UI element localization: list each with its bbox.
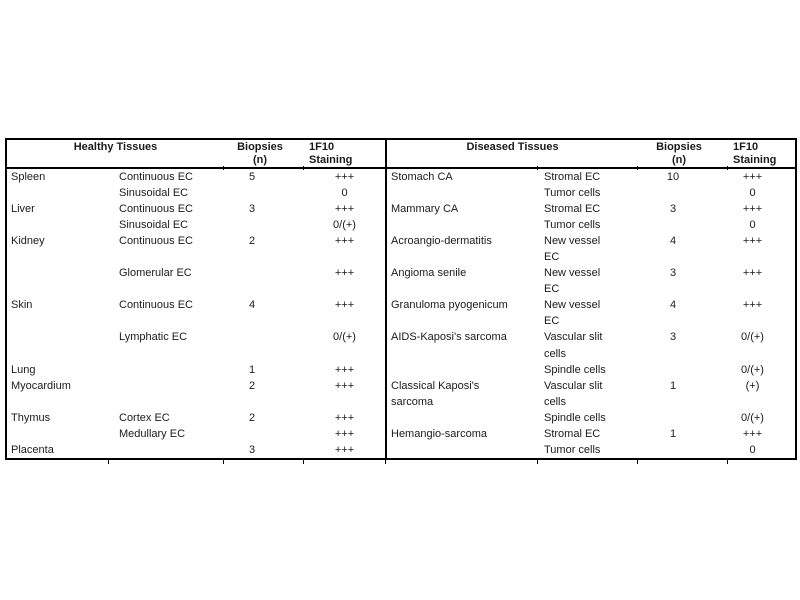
biopsies-count-cell xyxy=(224,185,304,201)
cell-type-cell xyxy=(109,378,224,394)
staining-value-cell: +++ xyxy=(334,363,355,376)
disease-name-cell xyxy=(386,410,538,426)
biopsies-count-cell xyxy=(638,394,728,410)
header-staining-right xyxy=(728,139,796,168)
biopsies-count-cell xyxy=(224,281,304,297)
table-row xyxy=(6,442,796,459)
biopsies-count-cell xyxy=(638,217,728,233)
cell-type-cell xyxy=(109,281,224,297)
cell-type-cell: Cortex EC xyxy=(119,411,170,424)
header-staining-line1: 1F10 xyxy=(309,141,335,153)
tick-mark xyxy=(537,166,538,170)
tick-mark xyxy=(727,459,728,464)
tissue-name-cell xyxy=(6,185,109,201)
table-row xyxy=(6,249,796,265)
cell-type-cell xyxy=(109,346,224,362)
cell-type-cell: Tumor cells xyxy=(544,219,601,232)
staining-value-cell: +++ xyxy=(742,427,763,440)
table-row xyxy=(6,313,796,329)
cell-type-cell: Stromal EC xyxy=(544,171,601,184)
staining-value-cell: 0/(+) xyxy=(741,331,764,344)
staining-value-cell: +++ xyxy=(334,171,355,184)
disease-name-cell xyxy=(386,249,538,265)
cell-type-cell: cells xyxy=(544,347,567,360)
tick-mark xyxy=(223,459,224,464)
header-staining-line2: Staining xyxy=(309,154,353,166)
header-row xyxy=(6,139,796,168)
biopsies-count-cell: 1 xyxy=(669,379,677,392)
header-staining-left xyxy=(304,139,386,168)
table-row xyxy=(6,394,796,410)
cell-type-cell: EC xyxy=(544,315,560,328)
disease-name-cell: Classical Kaposi's xyxy=(386,378,538,394)
table-row xyxy=(6,217,796,233)
disease-name-cell xyxy=(386,281,538,297)
tick-mark xyxy=(727,166,728,170)
table-row xyxy=(6,265,796,281)
disease-name-cell: Acroangio-dermatitis xyxy=(386,233,538,249)
cell-type-cell: Lymphatic EC xyxy=(119,331,188,344)
staining-value-cell xyxy=(728,394,796,410)
staining-value-cell: +++ xyxy=(334,427,355,440)
biopsies-count-cell: 1 xyxy=(248,363,256,376)
table-row xyxy=(6,362,796,378)
biopsies-count-cell: 2 xyxy=(248,235,256,248)
biopsies-count-cell xyxy=(638,185,728,201)
cell-type-cell: Vascular slit xyxy=(544,331,603,344)
staining-value-cell: (+) xyxy=(745,379,760,392)
tick-mark xyxy=(223,166,224,170)
staining-value-cell: +++ xyxy=(742,171,763,184)
header-healthy-tissues xyxy=(6,139,224,168)
disease-name-cell: AIDS-Kaposi's sarcoma xyxy=(386,329,538,345)
table-row xyxy=(6,378,796,394)
biopsies-count-cell: 3 xyxy=(669,331,677,344)
biopsies-count-cell: 2 xyxy=(248,411,256,424)
disease-name-cell: sarcoma xyxy=(386,394,538,410)
staining-value-cell: +++ xyxy=(742,299,763,312)
cell-type-cell: Spindle cells xyxy=(544,411,606,424)
biopsies-count-cell: 4 xyxy=(669,235,677,248)
table-body xyxy=(6,168,796,459)
disease-name-cell xyxy=(386,346,538,362)
staining-value-cell xyxy=(304,313,386,329)
staining-value-cell: 0/(+) xyxy=(333,219,356,232)
disease-name-cell: Hemangio-sarcoma xyxy=(386,426,538,442)
header-diseased-tissues xyxy=(386,139,638,168)
table-row xyxy=(6,168,796,185)
table-row xyxy=(6,426,796,442)
biopsies-count-cell xyxy=(224,346,304,362)
staining-value-cell: 0 xyxy=(749,443,756,456)
table-row xyxy=(6,201,796,217)
cell-type-cell: New vessel xyxy=(544,267,601,280)
staining-value-cell: +++ xyxy=(334,299,355,312)
header-biopsies-left xyxy=(224,139,304,168)
staining-value-cell: 0/(+) xyxy=(741,411,764,424)
header-biopsies-line2: (n) xyxy=(252,154,268,166)
staining-value-cell: +++ xyxy=(334,443,355,456)
cell-type-cell xyxy=(109,442,224,459)
cell-type-cell: Stromal EC xyxy=(544,203,601,216)
disease-name-cell: Granuloma pyogenicum xyxy=(386,297,538,313)
staining-value-cell xyxy=(728,346,796,362)
cell-type-cell: Spindle cells xyxy=(544,363,606,376)
disease-name-cell xyxy=(386,442,538,459)
disease-name-cell xyxy=(386,185,538,201)
staining-value-cell: 0 xyxy=(749,219,756,232)
header-staining-line1: 1F10 xyxy=(733,141,759,153)
tick-mark xyxy=(537,459,538,464)
disease-name-cell xyxy=(386,362,538,378)
tick-mark xyxy=(637,166,638,170)
biopsies-count-cell: 2 xyxy=(248,379,256,392)
biopsies-count-cell: 3 xyxy=(248,443,256,456)
staining-value-cell: 0/(+) xyxy=(333,331,356,344)
biopsies-count-cell xyxy=(224,217,304,233)
staining-value-cell: +++ xyxy=(334,411,355,424)
biopsies-count-cell: 3 xyxy=(669,203,677,216)
tissue-name-cell: Skin xyxy=(11,299,33,312)
staining-value-cell xyxy=(304,281,386,297)
staining-value-cell: +++ xyxy=(742,203,763,216)
cell-type-cell xyxy=(109,313,224,329)
cell-type-cell: Tumor cells xyxy=(544,443,601,456)
tissue-name-cell: Lung xyxy=(11,363,36,376)
tissue-name-cell xyxy=(6,329,109,345)
header-biopsies-right xyxy=(638,139,728,168)
disease-name-cell: Stomach CA xyxy=(386,168,538,185)
biopsies-count-cell xyxy=(224,329,304,345)
biopsies-count-cell xyxy=(638,346,728,362)
cell-type-cell: EC xyxy=(544,251,560,264)
tissue-name-cell xyxy=(6,249,109,265)
tissue-name-cell xyxy=(6,313,109,329)
header-biopsies-line1: Biopsies xyxy=(656,141,702,153)
biopsies-count-cell: 10 xyxy=(666,171,680,184)
cell-type-cell xyxy=(109,249,224,265)
disease-name-cell xyxy=(386,313,538,329)
biopsies-count-cell xyxy=(638,442,728,459)
header-biopsies-line1: Biopsies xyxy=(237,141,283,153)
tick-mark xyxy=(637,459,638,464)
cell-type-cell: Sinusoidal EC xyxy=(119,187,189,200)
staining-value-cell: +++ xyxy=(334,235,355,248)
header-healthy-tissues-label: Healthy Tissues xyxy=(73,141,158,153)
tissue-name-cell xyxy=(6,265,109,281)
staining-value-cell: +++ xyxy=(742,267,763,280)
cell-type-cell: New vessel xyxy=(544,235,601,248)
biopsies-count-cell xyxy=(638,249,728,265)
disease-name-cell xyxy=(386,217,538,233)
staining-value-cell: 0 xyxy=(749,187,756,200)
tissue-name-cell: Myocardium xyxy=(11,379,71,392)
cell-type-cell: Sinusoidal EC xyxy=(119,219,189,232)
table-row xyxy=(6,233,796,249)
cell-type-cell: New vessel xyxy=(544,299,601,312)
biopsies-count-cell: 1 xyxy=(669,427,677,440)
biopsies-count-cell xyxy=(224,313,304,329)
biopsies-count-cell xyxy=(224,394,304,410)
disease-name-cell: Angioma senile xyxy=(386,265,538,281)
tissue-name-cell: Spleen xyxy=(11,171,46,184)
biopsies-count-cell: 4 xyxy=(669,299,677,312)
cell-type-cell xyxy=(109,394,224,410)
table-row xyxy=(6,297,796,313)
cell-type-cell: Continuous EC xyxy=(119,171,193,184)
table-row xyxy=(6,346,796,362)
table-row xyxy=(6,410,796,426)
tick-mark xyxy=(303,459,304,464)
table-row xyxy=(6,329,796,345)
tissue-name-cell: Placenta xyxy=(11,443,54,456)
staining-value-cell: +++ xyxy=(334,379,355,392)
tissue-name-cell: Kidney xyxy=(11,235,45,248)
biopsies-count-cell xyxy=(638,362,728,378)
tissue-name-cell: Liver xyxy=(11,203,35,216)
tissue-name-cell: Thymus xyxy=(11,411,51,424)
cell-type-cell: Continuous EC xyxy=(119,299,193,312)
biopsies-count-cell xyxy=(224,426,304,442)
tissue-name-cell xyxy=(6,426,109,442)
cell-type-cell xyxy=(109,362,224,378)
tick-mark xyxy=(108,459,109,464)
cell-type-cell: EC xyxy=(544,283,560,296)
staining-value-cell xyxy=(304,394,386,410)
header-diseased-tissues-label: Diseased Tissues xyxy=(466,141,559,153)
tick-mark xyxy=(303,166,304,170)
biopsies-count-cell xyxy=(638,410,728,426)
table xyxy=(5,138,797,460)
tick-mark xyxy=(385,459,386,464)
disease-name-cell: Mammary CA xyxy=(386,201,538,217)
staining-value-cell xyxy=(728,281,796,297)
staining-results-table xyxy=(5,138,795,460)
staining-value-cell: +++ xyxy=(742,235,763,248)
biopsies-count-cell: 5 xyxy=(248,171,256,184)
biopsies-count-cell xyxy=(638,313,728,329)
table-row xyxy=(6,185,796,201)
staining-value-cell xyxy=(728,313,796,329)
cell-type-cell: Continuous EC xyxy=(119,235,193,248)
header-biopsies-line2: (n) xyxy=(671,154,687,166)
cell-type-cell: Vascular slit xyxy=(544,379,603,392)
staining-value-cell: 0 xyxy=(341,187,348,200)
staining-value-cell xyxy=(304,346,386,362)
tissue-name-cell xyxy=(6,346,109,362)
tissue-name-cell xyxy=(6,217,109,233)
biopsies-count-cell xyxy=(638,281,728,297)
cell-type-cell: Medullary EC xyxy=(119,427,186,440)
tissue-name-cell xyxy=(6,394,109,410)
staining-value-cell xyxy=(728,249,796,265)
cell-type-cell: Glomerular EC xyxy=(119,267,192,280)
cell-type-cell: Continuous EC xyxy=(119,203,193,216)
cell-type-cell: cells xyxy=(544,395,567,408)
biopsies-count-cell xyxy=(224,265,304,281)
biopsies-count-cell xyxy=(224,249,304,265)
staining-value-cell: +++ xyxy=(334,203,355,216)
biopsies-count-cell: 3 xyxy=(669,267,677,280)
biopsies-count-cell: 3 xyxy=(248,203,256,216)
header-staining-line2: Staining xyxy=(733,154,777,166)
staining-value-cell: +++ xyxy=(334,267,355,280)
cell-type-cell: Tumor cells xyxy=(544,187,601,200)
staining-value-cell: 0/(+) xyxy=(741,363,764,376)
tissue-name-cell xyxy=(6,281,109,297)
biopsies-count-cell: 4 xyxy=(248,299,256,312)
staining-value-cell xyxy=(304,249,386,265)
table-row xyxy=(6,281,796,297)
cell-type-cell: Stromal EC xyxy=(544,427,601,440)
